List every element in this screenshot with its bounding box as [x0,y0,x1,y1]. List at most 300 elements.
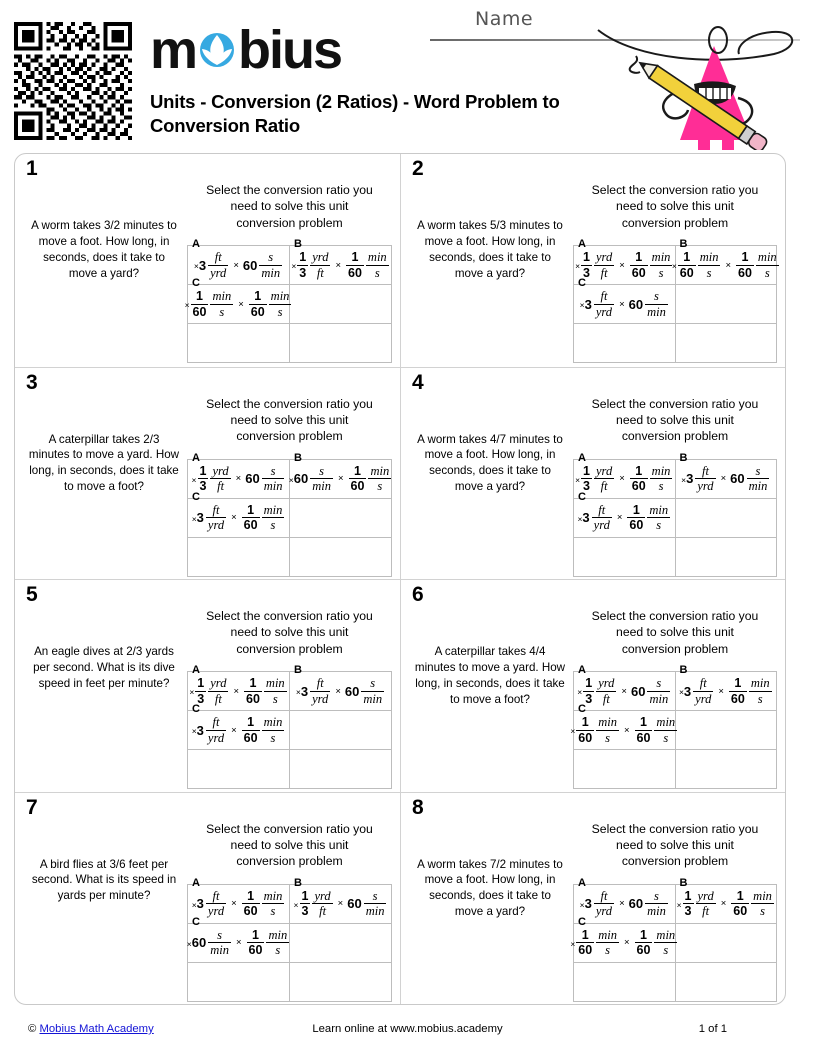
multiply-symbol: × [577,513,583,524]
instruction-text: Select the conversion ratio you need to solve this unit conversion problem [206,396,373,444]
question-row [15,792,785,1005]
denominator: ft [316,265,324,280]
pink-triangle-mascot-with-pencil-icon [596,18,806,150]
denominator: yrd [595,904,613,919]
numerator: 1 [639,927,647,942]
instruction-text: Select the conversion ratio you need to solve this unit conversion problem [206,609,373,656]
multiply-symbol: × [575,474,581,485]
denominator: 60 [243,518,258,533]
numerator: ft [212,888,220,903]
numerator: 1 [581,715,589,730]
option-cell-a[interactable] [188,238,290,285]
option-cell-b[interactable] [675,451,777,498]
numerator: 1 [197,676,205,691]
conversion-ratio-expression[interactable] [679,451,774,494]
denominator: 60 [629,518,644,533]
numerator: min [598,715,617,730]
numerator: 1 [583,463,590,478]
multiply-symbol: × [678,687,684,698]
options-table [184,238,392,363]
unit-fraction [747,465,770,493]
unit-fraction [594,890,614,918]
prompt-column [411,370,569,576]
numerator: 1 [585,676,593,691]
prompt-column [411,157,569,363]
prompt-column [411,795,569,1001]
page-header [0,0,815,150]
unit-fraction [210,465,230,493]
question-prompt: A worm takes 3/2 minutes to move a foot. How long, in seconds, does it take to move a yard? [31,219,177,280]
denominator: 60 [679,265,694,280]
question-number: 4 [412,370,424,394]
question-cell-6 [400,580,785,792]
option-cell-a[interactable] [188,664,290,711]
numerator: ft [701,463,709,478]
multiply-symbol: × [619,473,625,485]
numerator: yrd [312,250,329,265]
multiply-symbol: × [720,473,727,485]
option-cell-b[interactable] [288,451,392,498]
unit-fraction [751,890,774,918]
option-cell-c[interactable] [570,703,676,750]
coefficient: 60 [730,471,745,487]
numeric-fraction [576,716,594,744]
multiply-symbol: × [623,937,630,949]
question-cell-4 [400,368,785,580]
option-cell-blank [290,711,392,750]
unit-fraction [368,465,391,493]
question-number: 3 [26,370,38,394]
numeric-fraction [349,465,367,493]
numerator: s [217,927,223,942]
numeric-fraction [247,929,265,957]
denominator: 3 [197,691,205,706]
multiply-symbol: × [570,938,576,949]
conversion-ratio-expression[interactable] [570,915,676,958]
question-number: 5 [26,583,38,606]
unit-fraction [208,929,231,957]
prompt-column [25,370,183,576]
option-letter: C [578,703,586,716]
numerator: 1 [635,463,643,478]
conversion-ratio-expression[interactable] [577,876,672,919]
conversion-ratio-expression[interactable] [191,703,286,745]
numeric-fraction [195,677,206,705]
multiply-symbol: × [295,687,301,698]
denominator: 60 [243,730,258,745]
numerator: s [372,888,378,903]
conversion-ratio-expression[interactable] [186,915,288,958]
denominator: ft [602,691,610,706]
denominator: s [658,265,664,280]
unit-fraction [262,504,285,532]
unit-fraction [650,465,673,493]
question-cell-7 [15,793,400,1005]
denominator: 60 [192,304,207,319]
option-letter: B [679,876,688,889]
denominator: s [374,265,380,280]
options-table [186,876,392,1002]
options-table [570,876,777,1002]
denominator: 60 [246,691,260,706]
numerator: 1 [199,463,207,478]
denominator: 3 [299,265,307,280]
conversion-ratio-expression[interactable] [189,664,286,706]
option-cell-b[interactable] [671,238,777,285]
denominator: s [270,730,276,745]
multiply-symbol: × [235,937,242,949]
unit-fraction [262,890,285,918]
conversion-ratio-expression[interactable] [676,876,774,919]
conversion-ratio-expression[interactable] [678,664,774,706]
denominator: 3 [684,904,692,919]
conversion-ratio-expression[interactable] [570,703,676,745]
multiply-symbol: × [671,261,677,272]
option-letter: A [578,238,586,251]
unit-fraction [208,677,228,705]
denominator: s [605,943,611,958]
options-column [183,374,392,576]
option-letter: B [679,451,688,464]
denominator: 60 [636,730,651,745]
multiply-symbol: × [579,300,585,311]
numeric-fraction [635,716,653,744]
option-cell-c[interactable] [184,277,290,324]
question-number: 2 [412,157,424,180]
options-column [569,799,777,1001]
numeric-fraction [731,890,749,918]
numerator: min [649,502,669,517]
option-letter: A [578,664,586,677]
denominator: ft [600,479,608,494]
multiply-symbol: × [231,512,237,524]
unit-fraction [269,290,292,318]
option-cell-c[interactable] [188,703,290,750]
denominator: 60 [350,479,365,494]
numerator: min [370,463,390,478]
numerator: min [699,250,719,265]
conversion-ratio-expression[interactable] [191,876,286,919]
options-column [569,374,777,576]
option-cell-blank [290,285,392,324]
numeric-fraction [576,929,594,957]
numeric-fraction [242,716,260,744]
denominator: 60 [248,943,263,958]
coefficient: 60 [630,683,646,699]
denominator: yrd [695,691,712,706]
denominator: s [764,265,770,280]
questions-grid [14,153,786,1005]
denominator: s [706,265,712,280]
coefficient: 3 [582,510,590,526]
denominator: s [760,904,765,919]
option-cell-c[interactable] [570,915,676,962]
question-cell-2 [400,154,785,367]
denominator: min [263,479,283,494]
option-cell-c[interactable] [188,490,290,537]
unit-fraction [210,290,233,318]
option-cell-blank [675,537,777,576]
numeric-fraction [627,504,645,532]
multiply-symbol: × [616,512,623,524]
conversion-ratio-expression[interactable] [191,451,286,494]
multiply-symbol: × [191,513,197,524]
option-cell-blank [188,537,290,576]
numerator: 1 [583,250,590,265]
numerator: 1 [635,250,643,265]
coefficient: 3 [686,471,694,487]
multiply-symbol: × [233,685,240,697]
numerator: ft [600,888,608,903]
option-cell-b[interactable] [290,238,392,285]
numerator: min [753,888,772,903]
numeric-fraction [581,465,592,493]
denominator: min [312,479,331,494]
unit-fraction [596,716,619,744]
question-prompt: A worm takes 4/7 minutes to move a foot. How long, in seconds, does it take to move a yard? [417,432,563,494]
conversion-ratio-expression[interactable] [184,277,290,319]
unit-fraction [698,251,721,279]
option-cell-a[interactable] [574,238,676,285]
numeric-fraction [583,677,594,705]
conversion-ratio-expression[interactable] [575,238,672,280]
multiply-symbol: × [621,685,627,697]
mobius-math-academy-link[interactable]: Mobius Math Academy [39,1023,154,1035]
option-cell-a[interactable] [574,451,676,498]
numerator: min [651,463,671,478]
denominator: yrd [207,730,225,745]
denominator: 60 [250,304,265,319]
conversion-ratio-expression[interactable] [293,664,388,706]
options-table [187,451,392,577]
options-column [183,799,392,1001]
numerator: min [263,502,283,517]
options-column [183,160,392,363]
multiply-symbol: × [575,261,581,272]
numerator: yrd [697,888,714,903]
question-row [15,579,785,792]
option-letter: C [578,277,586,290]
options-column [183,586,392,788]
coefficient: 60 [628,296,644,312]
unit-fraction [310,677,330,705]
denominator: 3 [301,904,309,919]
unit-fraction [647,504,670,532]
unit-fraction [693,677,713,705]
unit-fraction [364,890,387,918]
numerator: min [750,676,770,691]
numerator: ft [699,676,707,691]
unit-fraction [696,890,716,918]
option-cell-blank [290,537,392,576]
numerator: ft [212,715,220,730]
multiply-symbol: × [184,300,190,311]
denominator: s [219,304,225,319]
option-cell-a[interactable] [188,876,290,923]
question-prompt: A caterpillar takes 2/3 minutes to move a yard. How long, in seconds, does it take to move a foot? [28,432,180,494]
prompt-column [25,583,183,788]
coefficient: 60 [191,935,207,951]
denominator: s [275,943,281,958]
option-letter: C [192,490,200,503]
multiply-symbol: × [186,938,192,949]
numeric-fraction [242,504,260,532]
numerator: 1 [247,715,255,730]
option-cell-c[interactable] [186,915,290,962]
numerator: yrd [598,676,615,691]
option-cell-blank [574,962,676,1001]
option-cell-a[interactable] [574,876,676,923]
denominator: ft [217,479,225,494]
option-cell-b[interactable] [675,876,777,923]
multiply-symbol: × [579,899,585,910]
option-letter: B [679,238,688,251]
instruction-text: Select the conversion ratio you need to solve this unit conversion problem [591,183,759,230]
denominator: yrd [207,904,225,919]
option-cell-b[interactable] [675,664,777,711]
conversion-ratio-expression[interactable] [291,238,388,280]
unit-fraction [594,251,614,279]
numerator: ft [212,502,220,517]
unit-fraction [266,929,289,957]
multiply-symbol: × [570,726,576,737]
denominator: yrd [312,691,329,706]
denominator: 60 [730,691,745,706]
unit-fraction [756,251,779,279]
multiply-symbol: × [337,898,344,910]
numerator: min [598,927,617,942]
denominator: 3 [199,479,207,494]
numeric-fraction [346,251,364,279]
coefficient: 60 [293,471,309,487]
numeric-fraction [198,465,209,493]
numeric-fraction [300,890,311,918]
option-cell-a[interactable] [188,451,290,498]
numerator: min [270,289,290,304]
multiply-symbol: × [231,898,237,910]
question-prompt: A caterpillar takes 4/4 minutes to move a yard. How long, in seconds, does it take to move a foot? [414,645,566,706]
option-cell-blank [675,750,777,789]
option-letter: B [294,664,302,677]
question-prompt: A bird flies at 3/6 feet per second. What is its speed in yards per minute? [31,857,177,903]
coefficient: 3 [584,896,592,912]
coefficient: 3 [196,722,204,738]
conversion-ratio-expression[interactable] [293,876,388,919]
denominator: yrd [593,518,610,533]
coefficient: 3 [300,683,309,699]
denominator: min [363,691,383,706]
denominator: yrd [207,518,225,533]
question-number: 1 [26,157,38,180]
denominator: s [757,691,763,706]
denominator: s [270,518,276,533]
coefficient: 3 [196,896,204,912]
denominator: min [649,691,669,706]
numerator: min [263,888,283,903]
conversion-ratio-expression[interactable] [191,490,286,533]
conversion-ratio-expression[interactable] [575,451,672,494]
option-cell-blank [290,923,392,962]
numerator: min [268,927,288,942]
unit-fraction [310,465,333,493]
mobius-o-swirl-icon [197,30,237,70]
option-cell-blank [290,750,392,789]
option-letter: C [192,915,200,928]
numerator: 1 [741,250,749,265]
numerator: min [656,927,676,942]
numerator: ft [214,250,222,265]
conversion-ratio-expression[interactable] [577,664,672,706]
question-cell-5 [15,580,400,792]
numerator: min [265,676,285,691]
instruction-text: Select the conversion ratio you need to solve this unit conversion problem [591,609,759,656]
prompt-column [411,583,569,788]
option-cell-blank [188,324,290,363]
multiply-symbol: × [189,687,195,698]
numerator: 1 [639,715,647,730]
denominator: min [261,265,281,280]
numerator: ft [598,502,606,517]
denominator: 3 [583,265,590,280]
multiply-symbol: × [191,726,197,737]
option-cell-a[interactable] [574,664,676,711]
denominator: ft [702,904,710,919]
denominator: s [605,730,611,745]
numeric-fraction [191,290,209,318]
denominator: 60 [243,904,258,919]
option-letter: B [294,451,302,464]
multiply-symbol: × [238,298,244,310]
denominator: min [647,304,666,319]
denominator: ft [600,265,608,280]
numerator: 1 [684,888,692,903]
option-cell-c[interactable] [574,490,676,537]
option-cell-blank [574,324,676,363]
unit-fraction [647,677,670,705]
numerator: yrd [314,888,331,903]
option-cell-c[interactable] [574,277,676,324]
conversion-ratio-expression[interactable] [671,238,777,280]
option-cell-b[interactable] [290,876,392,923]
denominator: 60 [631,479,646,494]
unit-fraction [259,251,282,279]
denominator: yrd [697,479,714,494]
numeric-fraction [581,251,592,279]
option-letter: C [578,490,586,503]
option-cell-b[interactable] [290,664,392,711]
denominator: s [663,943,669,958]
denominator: s [658,479,664,494]
conversion-ratio-expression[interactable] [288,451,390,494]
multiply-symbol: × [725,259,732,271]
multiply-symbol: × [619,898,625,910]
denominator: ft [319,904,327,919]
conversion-ratio-expression[interactable] [577,490,672,533]
unit-fraction [594,465,614,493]
conversion-ratio-expression[interactable] [191,238,286,280]
unit-fraction [645,290,668,318]
numeric-fraction [729,677,747,705]
unit-fraction [695,465,715,493]
numerator: 1 [351,250,359,265]
denominator: 3 [585,691,593,706]
denominator: min [365,904,385,919]
numerator: s [268,250,274,265]
numeric-fraction [678,251,696,279]
question-cell-3 [15,368,400,580]
option-cell-blank [574,537,676,576]
conversion-ratio-expression[interactable] [577,277,672,319]
